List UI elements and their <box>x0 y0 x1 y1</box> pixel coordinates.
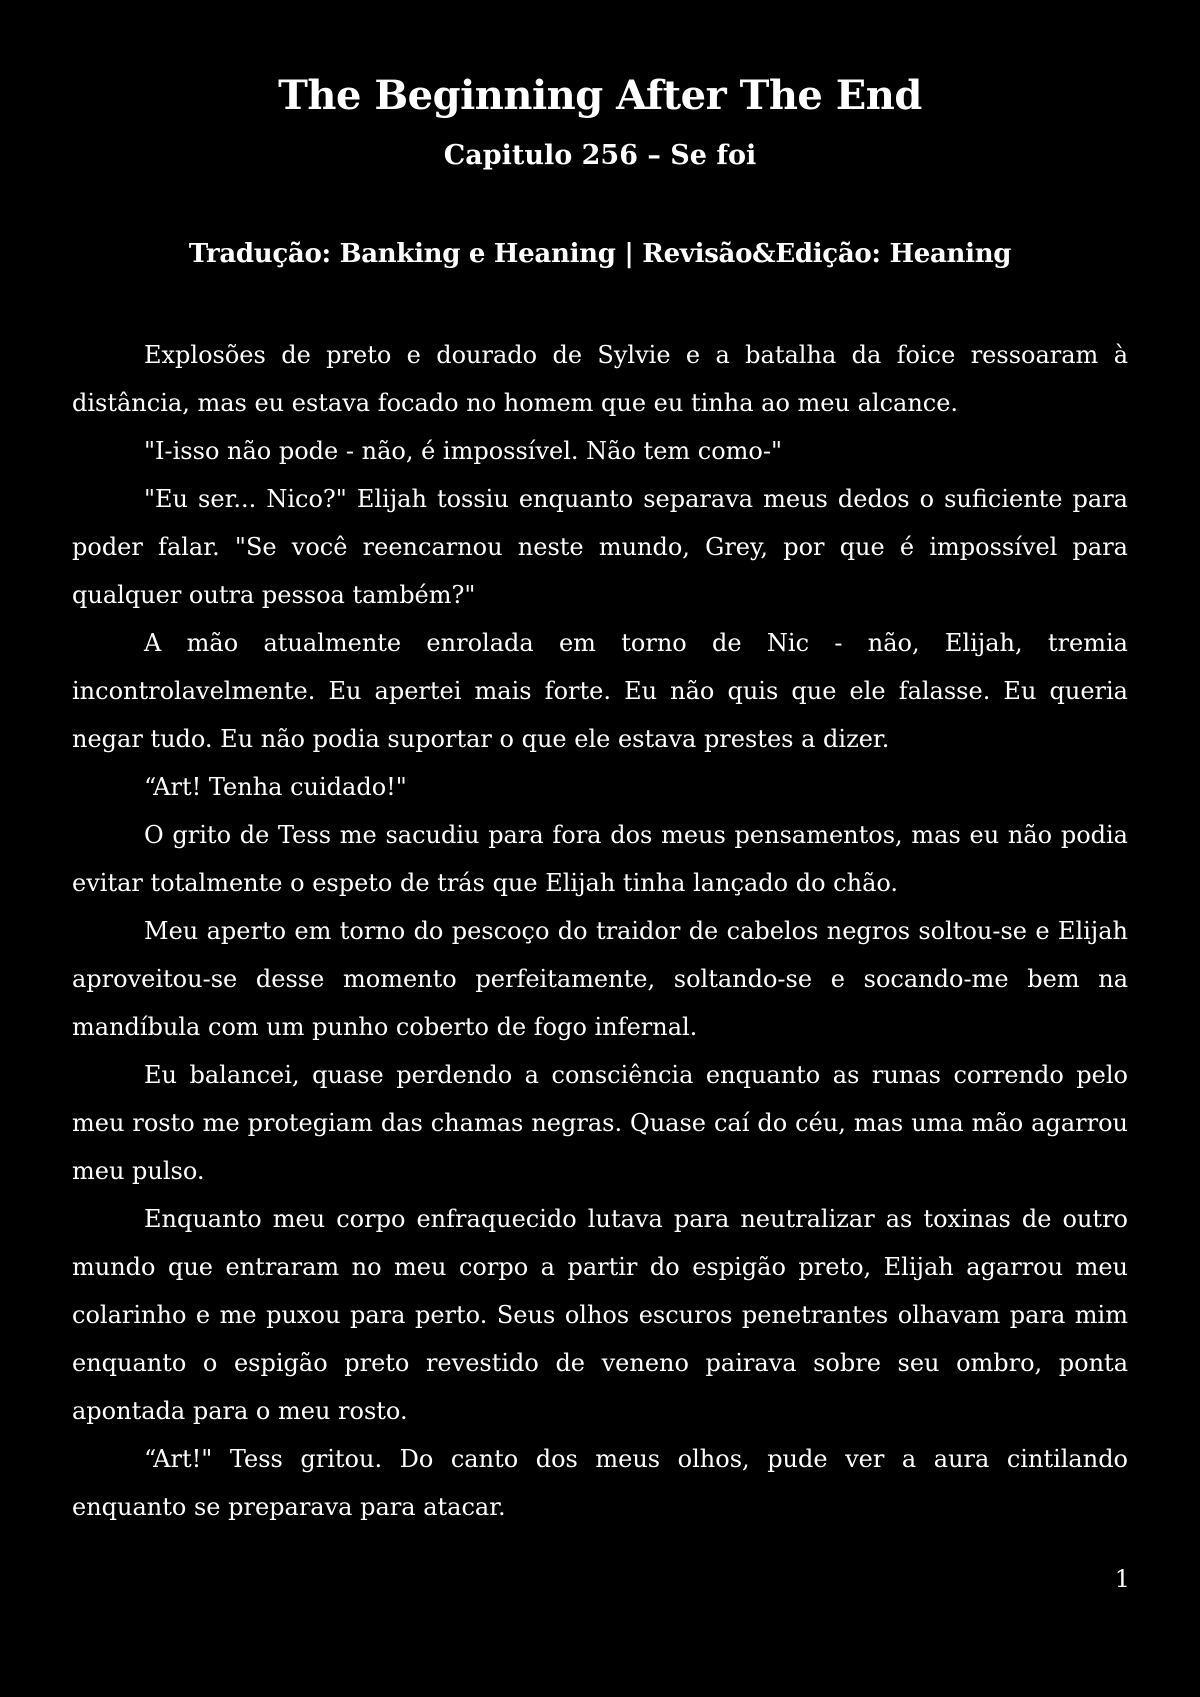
paragraph: O grito de Tess me sacudiu para fora dos meus pensamentos, mas eu não podia evitar totalmente o espeto de trás que Elijah tinha lançado do chão. <box>72 821 1128 897</box>
paragraph: "Eu ser... Nico?" Elijah tossiu enquanto separava meus dedos o suficiente para poder falar. "Se você reencarnou neste mundo, Grey, por que é impossível para qualquer outra pessoa também?" <box>72 485 1128 609</box>
paragraph: “Art!" Tess gritou. Do canto dos meus olhos, pude ver a aura cintilando enquanto se preparava para atacar. <box>72 1445 1128 1521</box>
paragraph: Eu balancei, quase perdendo a consciência enquanto as runas correndo pelo meu rosto me protegiam das chamas negras. Quase caí do céu, mas uma mão agarrou meu pulso. <box>72 1061 1128 1185</box>
paragraph: A mão atualmente enrolada em torno de Nic - não, Elijah, tremia incontrolavelmente. Eu apertei mais forte. Eu não quis que ele falasse. Eu queria negar tudo. Eu não podia suportar o que ele estava prestes a dizer. <box>72 629 1128 753</box>
paragraph: “Art! Tenha cuidado!" <box>144 773 407 801</box>
paragraph: Meu aperto em torno do pescoço do traidor de cabelos negros soltou-se e Elijah aproveitou-se desse momento perfeitamente, soltando-se e socando-me bem na mandíbula com um punho coberto de fogo infernal. <box>72 917 1128 1041</box>
translation-credits: Tradução: Banking e Heaning | Revisão&Edição: Heaning <box>188 239 1012 269</box>
chapter-title: Capitulo 256 – Se foi <box>443 140 757 171</box>
paragraph: "I-isso não pode - não, é impossível. Não tem como-" <box>144 437 783 465</box>
paragraph: Enquanto meu corpo enfraquecido lutava para neutralizar as toxinas de outro mundo que entraram no meu corpo a partir do espigão preto, Elijah agarrou meu colarinho e me puxou para perto. Seus olhos escuros penetrantes olhavam para mim enquanto o espigão preto revestido de veneno pairava sobre seu ombro, ponta apontada para o meu rosto. <box>72 1205 1128 1425</box>
book-title: The Beginning After The End <box>278 72 922 119</box>
page-number: 1 <box>1114 1565 1130 1593</box>
paragraph: Explosões de preto e dourado de Sylvie e a batalha da foice ressoaram à distância, mas eu estava focado no homem que eu tinha ao meu alcance. <box>72 341 1128 417</box>
chapter-body <box>72 331 1128 1531</box>
